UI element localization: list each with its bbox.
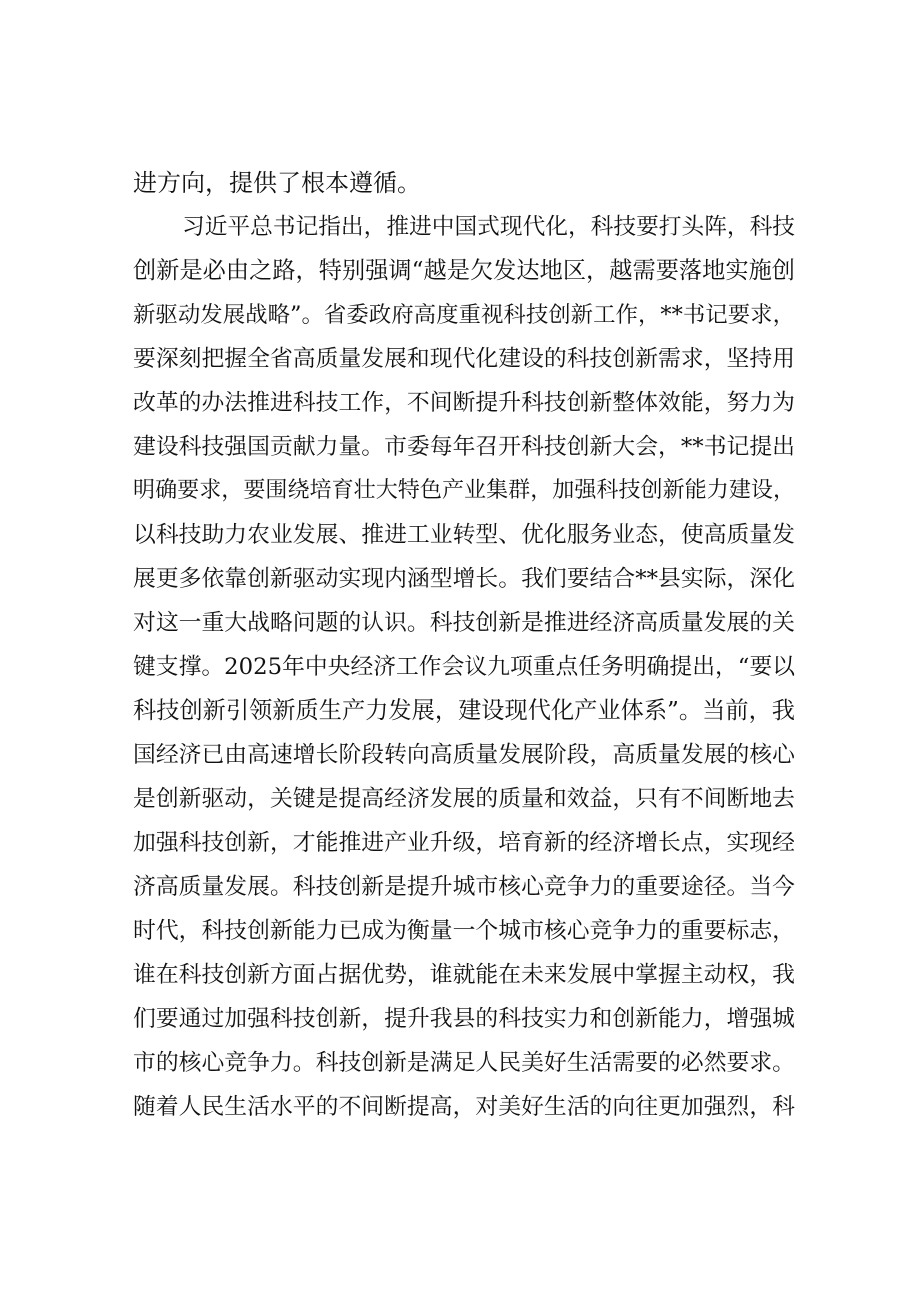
text-line: 展更多依靠创新驱动实现内涵型增长。我们要结合**县实际，深化: [133, 566, 795, 592]
text-line: 创新是必由之路，特别强调“越是欠发达地区，越需要落地实施创: [133, 257, 795, 284]
text-line: 键支撑。2025年中央经济工作会议九项重点任务明确提出，“要以: [133, 654, 795, 680]
text-line: 随着人民生活水平的不间断提高，对美好生活的向往更加强烈，科: [133, 1094, 795, 1120]
body-text: [133, 161, 795, 1129]
text-line: 明确要求，要围绕培育壮大特色产业集群，加强科技创新能力建设，: [133, 478, 795, 503]
text-line: 国经济已由高速增长阶段转向高质量发展阶段，高质量发展的核心: [133, 742, 795, 768]
text-line: 济高质量发展。科技创新是提升城市核心竞争力的重要途径。当今: [133, 874, 795, 900]
text-line: 改革的办法推进科技工作，不间断提升科技创新整体效能，努力为: [133, 390, 795, 416]
text-line: 科技创新引领新质生产力发展，建设现代化产业体系”。当前，我: [133, 697, 795, 724]
text-line: 谁在科技创新方面占据优势，谁就能在未来发展中掌握主动权，我: [133, 962, 795, 988]
text-line: 进方向，提供了根本遵循。: [133, 169, 421, 197]
text-line: 市的核心竞争力。科技创新是满足人民美好生活需要的必然要求。: [133, 1050, 795, 1076]
text-line: 新驱动发展战略”。省委政府高度重视科技创新工作，**书记要求，: [133, 302, 795, 328]
text-line: 要深刻把握全省高质量发展和现代化建设的科技创新需求，坚持用: [133, 346, 795, 372]
paragraph-start-line: 习近平总书记指出，推进中国式现代化，科技要打头阵，科技: [182, 214, 795, 240]
text-line: 是创新驱动，关键是提高经济发展的质量和效益，只有不间断地去: [133, 786, 795, 812]
text-line: 建设科技强国贡献力量。市委每年召开科技创新大会，**书记提出: [133, 434, 795, 460]
text-line: 以科技助力农业发展、推进工业转型、优化服务业态，使高质量发: [133, 522, 795, 548]
text-line: 对这一重大战略问题的认识。科技创新是推进经济高质量发展的关: [133, 610, 795, 636]
text-line: 加强科技创新，才能推进产业升级，培育新的经济增长点，实现经: [133, 830, 795, 856]
text-line: 们要通过加强科技创新，提升我县的科技实力和创新能力，增强城: [133, 1006, 795, 1032]
text-line: 时代，科技创新能力已成为衡量一个城市核心竞争力的重要标志，: [133, 918, 795, 944]
